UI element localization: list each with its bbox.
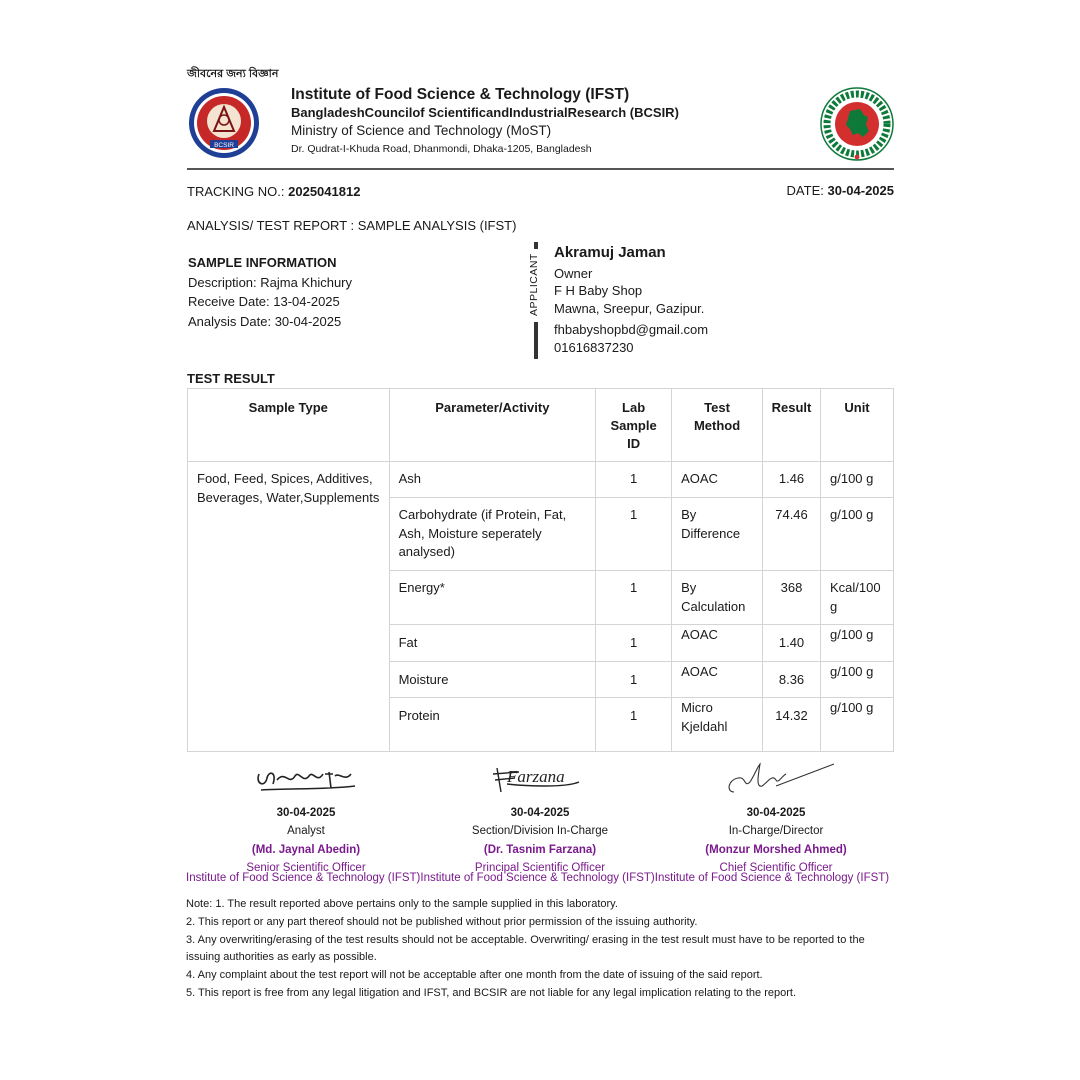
sample-information <box>188 253 352 331</box>
signatory-date: 30-04-2025 <box>276 807 336 820</box>
parameter-cell: Ash <box>389 462 596 498</box>
analysis-title: ANALYSIS/ TEST REPORT : SAMPLE ANALYSIS (IFST) <box>187 218 517 233</box>
institute-name: Institute of Food Science & Technology (IFST) <box>291 86 630 103</box>
signatory-analyst <box>186 762 426 877</box>
sample-description: Description: Rajma Khichury <box>188 274 353 290</box>
parameter-cell: Fat <box>389 625 596 662</box>
lab-id-cell: 1 <box>596 698 672 752</box>
lab-id-cell: 1 <box>596 462 672 498</box>
signatory-name: (Dr. Tasnim Farzana) <box>483 843 597 856</box>
unit-cell: g/100 g <box>821 498 894 571</box>
column-header: Sample Type <box>188 389 390 462</box>
director-signature <box>716 762 836 798</box>
applicant-bar-bottom <box>534 322 538 359</box>
lab-id-cell: 1 <box>596 625 672 662</box>
tracking-label: TRACKING NO.: <box>187 184 285 199</box>
lab-id-cell: 1 <box>596 571 672 625</box>
unit-cell: g/100 g <box>821 462 894 498</box>
signatory-director <box>656 762 896 877</box>
applicant-address: Mawna, Sreepur, Gazipur. <box>554 300 705 316</box>
signatory-role: In-Charge/Director <box>728 825 824 838</box>
analyst-signature <box>251 762 361 798</box>
applicant-block <box>554 244 708 356</box>
lab-id-cell: 1 <box>596 498 672 571</box>
column-header: Parameter/Activity <box>389 389 596 462</box>
unit-cell: g/100 g <box>821 661 894 698</box>
method-cell: AOAC <box>672 462 763 498</box>
applicant-name: Akramuj Jaman <box>554 244 666 261</box>
note-item: 3. Any overwriting/erasing of the test results should not be acceptable. Overwriting/ erasing in the test result must have to be reported to the issuing authorities as early as possible. <box>186 933 865 964</box>
signatory-section-incharge <box>420 762 660 877</box>
signatory-role: Analyst <box>287 825 325 838</box>
parameter-cell: Carbohydrate (if Protein, Fat, Ash, Moisture seperately analysed) <box>389 498 596 571</box>
note-item: 2. This report or any part thereof should not be published without prior permission of the issuing authority. <box>186 915 698 928</box>
signatory-title: Principal Scientific Officer <box>474 861 606 874</box>
note-item: Note: 1. The result reported above pertains only to the sample supplied in this laboratory. <box>186 898 618 910</box>
applicant-phone: 01616837230 <box>554 339 634 355</box>
column-header: Unit <box>821 389 894 462</box>
institute-address: Dr. Qudrat-I-Khuda Road, Dhanmondi, Dhaka-1205, Bangladesh <box>291 143 592 155</box>
column-header: Test Method <box>672 389 763 462</box>
test-result-heading: TEST RESULT <box>187 371 275 386</box>
applicant-email: fhbabyshopbd@gmail.com <box>554 322 709 337</box>
result-cell: 1.40 <box>763 625 821 662</box>
result-cell: 1.46 <box>763 462 821 498</box>
parameter-cell: Moisture <box>389 661 596 698</box>
sample-type-cell: Food, Feed, Spices, Additives, Beverages, Water,Supplements <box>188 462 390 752</box>
result-cell: 368 <box>763 571 821 625</box>
header-divider <box>187 168 894 170</box>
method-cell: By Difference <box>672 498 763 571</box>
signatory-date: 30-04-2025 <box>510 807 570 820</box>
method-cell: AOAC <box>672 661 763 698</box>
section-incharge-signature <box>485 762 595 798</box>
report-date <box>787 183 894 198</box>
bcsir-logo-text: BCSIR <box>214 142 234 149</box>
note-item: 5. This report is free from any legal litigation and IFST, and BCSIR are not liable for any legal implication relating to the report. <box>186 986 796 999</box>
date-label: DATE: <box>786 183 824 198</box>
table-row <box>188 462 894 498</box>
method-cell: Micro Kjeldahl <box>672 698 763 752</box>
ministry-name: Ministry of Science and Technology (MoST) <box>291 123 552 138</box>
date-value: 30-04-2025 <box>827 183 894 198</box>
institute-footer-line: Institute of Food Science & Technology (IFST)Institute of Food Science & Technology (IFST)Institute of Food Science & Technology (IFST) <box>186 872 890 884</box>
sample-heading: SAMPLE INFORMATION <box>188 255 337 270</box>
signatory-title: Chief Scientific Officer <box>719 861 833 874</box>
method-cell: AOAC <box>672 625 763 662</box>
column-header: Result <box>763 389 821 462</box>
sample-receive-date: Receive Date: 13-04-2025 <box>188 294 340 309</box>
signature-text: Farzana <box>507 767 565 786</box>
government-seal <box>820 87 894 161</box>
parameter-cell: Energy* <box>389 571 596 625</box>
bcsir-logo <box>188 87 260 159</box>
notes-block <box>186 896 898 1003</box>
applicant-bar-top <box>534 242 538 249</box>
result-cell: 14.32 <box>763 698 821 752</box>
result-cell: 74.46 <box>763 498 821 571</box>
signatory-date: 30-04-2025 <box>746 807 806 820</box>
applicant-role: Owner <box>554 265 593 281</box>
tracking-value: 2025041812 <box>288 184 361 199</box>
sample-analysis-date: Analysis Date: 30-04-2025 <box>188 313 342 329</box>
test-result-table <box>187 388 894 752</box>
lab-id-cell: 1 <box>596 661 672 698</box>
signatory-title: Senior Scientific Officer <box>246 861 366 874</box>
council-name: BangladeshCouncilof ScientificandIndustrialResearch (BCSIR) <box>291 105 679 120</box>
tagline: জীবনের জন্য বিজ্ঞান <box>187 68 279 80</box>
result-cell: 8.36 <box>763 661 821 698</box>
parameter-cell: Protein <box>389 698 596 752</box>
unit-cell: Kcal/100 g <box>821 571 894 625</box>
tracking-number <box>187 184 360 199</box>
unit-cell: g/100 g <box>821 625 894 662</box>
note-item: 4. Any complaint about the test report will not be acceptable after one month from the date of issuing of the said report. <box>186 969 763 982</box>
signatory-role: Section/Division In-Charge <box>471 825 609 838</box>
applicant-label: APPLICANT <box>528 253 540 316</box>
signatory-name: (Md. Jaynal Abedin) <box>251 843 361 856</box>
method-cell: By Calculation <box>672 571 763 625</box>
unit-cell: g/100 g <box>821 698 894 752</box>
signatory-name: (Monzur Morshed Ahmed) <box>705 843 847 856</box>
institute-block <box>291 86 679 158</box>
column-header: Lab Sample ID <box>596 389 672 462</box>
applicant-company: F H Baby Shop <box>554 283 643 298</box>
table-header-row <box>188 389 894 462</box>
